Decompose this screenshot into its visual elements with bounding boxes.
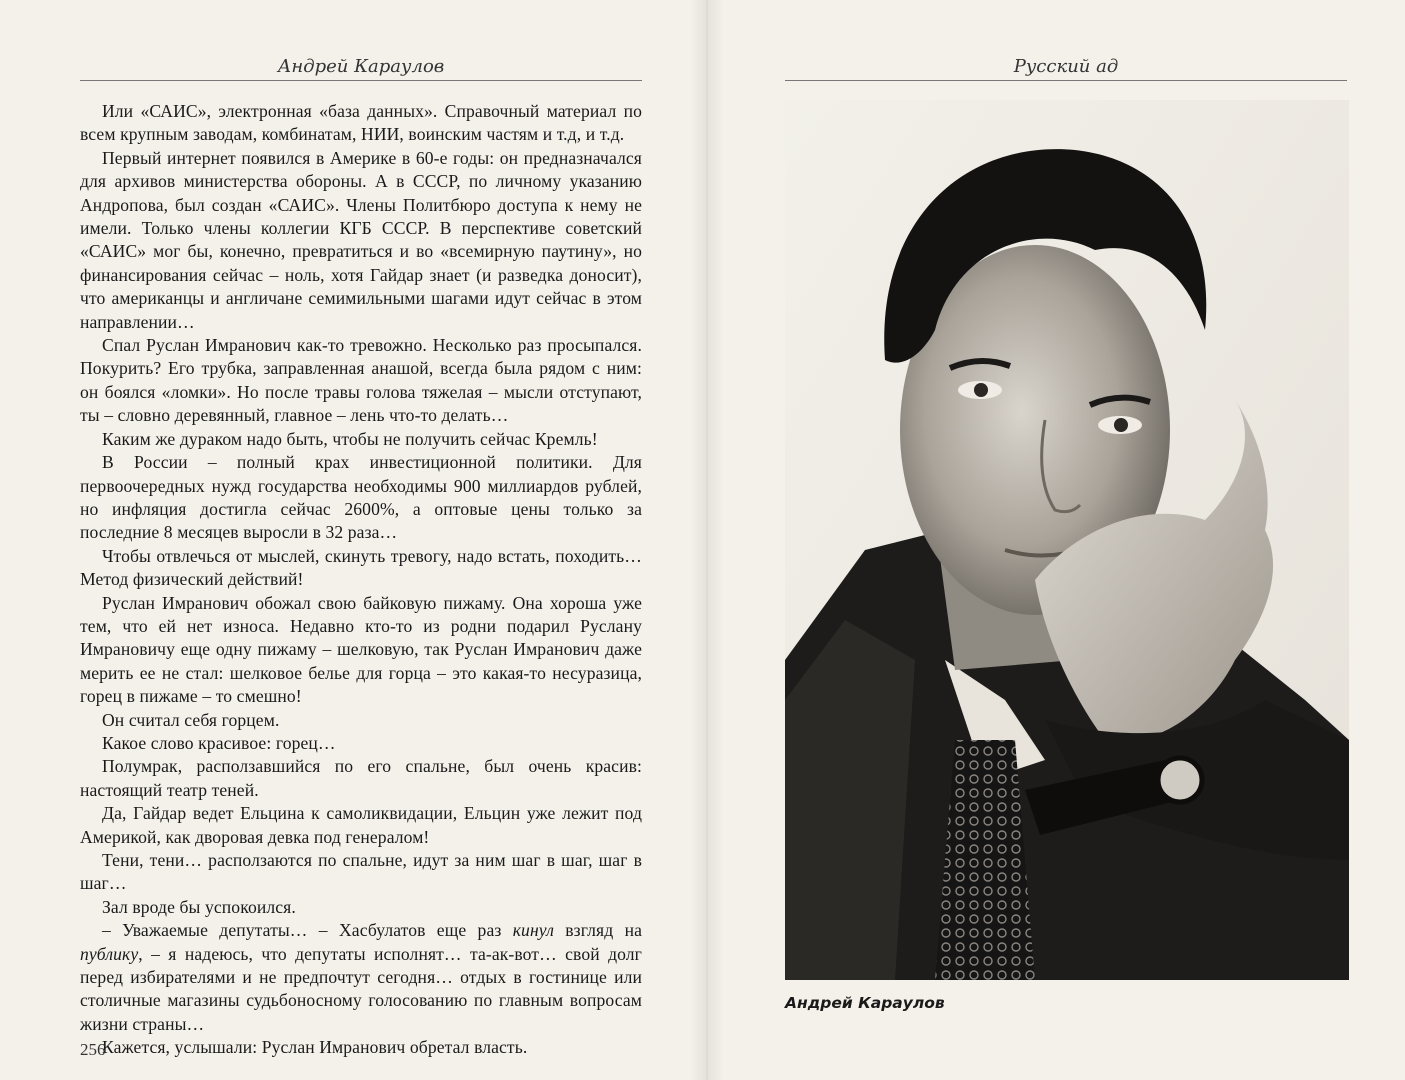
paragraph: Да, Гайдар ведет Ельцина к самоликвидации, Ельцин уже лежит под Америкой, как дворовая девка под генералом!	[80, 803, 642, 847]
paragraph: Спал Руслан Имранович как-то тревожно. Несколько раз просыпался. Покурить? Его трубка, заправленная анашой, всегда была рядом с ним: он боялся «ломки». Но после травы голова тяжелая – мысли отступают, ты – словно деревянный, главное – лень что-то делать…	[80, 335, 642, 426]
portrait-illustration	[785, 100, 1349, 980]
paragraph: Каким же дураком надо быть, чтобы не получить сейчас Кремль!	[102, 428, 598, 449]
paragraph: Он считал себя горцем.	[102, 709, 280, 730]
speech-part: , – я надеюсь, что депутаты исполнят… та-ак-вот… свой долг перед избирателями и не предпочтут сегодня… отдых в гостинице или столичные магазины судьбоносному голосованию по главным вопросам жизни страны…	[80, 943, 642, 1034]
portrait-photo	[785, 100, 1349, 980]
paragraph: Какое слово красивое: горец…	[102, 732, 336, 753]
paragraph: Кажется, услышали: Руслан Имранович обретал власть.	[102, 1037, 528, 1058]
paragraph: Чтобы отвлечься от мыслей, скинуть тревогу, надо встать, походить… Метод физический действий!	[80, 545, 642, 590]
right-head-rule	[785, 80, 1347, 81]
paragraph: В России – полный крах инвестиционной политики. Для первоочередных нужд государства необходимы 900 миллиардов рублей, но инфляция достигла сейчас 2600%, а оптовые цены только за последние 8 месяцев выросли в 32 раза…	[80, 452, 642, 543]
speech-italic: кинул	[512, 920, 554, 941]
right-running-head: Русский ад	[1013, 56, 1119, 77]
page-number: 256	[80, 1040, 106, 1059]
right-page	[705, 0, 1405, 1080]
speech-part: взгляд на	[553, 920, 642, 941]
photo-caption: Андрей Караулов	[785, 994, 945, 1012]
speech-italic: публику	[80, 943, 139, 964]
paragraph: Или «САИС», электронная «база данных». Справочный материал по всем крупным заводам, комбинатам, НИИ, воинским частям и т.д, и т.д.	[80, 101, 642, 145]
left-page	[0, 0, 700, 1080]
paragraph: Руслан Имранович обожал свою байковую пижаму. Она хороша уже тем, что ей нет износа. Недавно кто-то из родни подарил Руслану Имрановичу еще одну пижаму – шелковую, так Руслан Имранович даже мерить ее не стал: шелковое белье для горца – это какая-то несуразица, горец в пижаме – то смешно!	[80, 592, 642, 707]
paragraph: Зал вроде бы успокоился.	[102, 896, 296, 917]
left-running-head: Андрей Караулов	[277, 56, 445, 77]
speech-paragraph	[80, 919, 642, 1036]
left-head-rule	[80, 80, 642, 81]
speech-part: – Уважаемые депутаты… – Хасбулатов еще раз	[102, 920, 513, 941]
paragraph: Тени, тени… расползаются по спальне, идут за ним шаг в шаг, шаг в шаг…	[80, 850, 642, 894]
paragraph: Полумрак, расползавшийся по его спальне, был очень красив: настоящий театр теней.	[80, 756, 642, 800]
body-text	[80, 100, 642, 1060]
paragraph: Первый интернет появился в Америке в 60-е годы: он предназначался для архивов министерства обороны. А в СССР, по личному указанию Андропова, был создан «САИС». Члены Политбюро доступа к нему не имели. Только члены коллегии КГБ СССР. В перспективе советский «САИС» мог бы, конечно, превратиться и во «всемирную паутину», но финансирования сейчас – ноль, хотя Гайдар знает (и разведка доносит), что американцы и англичане семимильными шагами идут сейчас в этом направлении…	[80, 147, 642, 332]
